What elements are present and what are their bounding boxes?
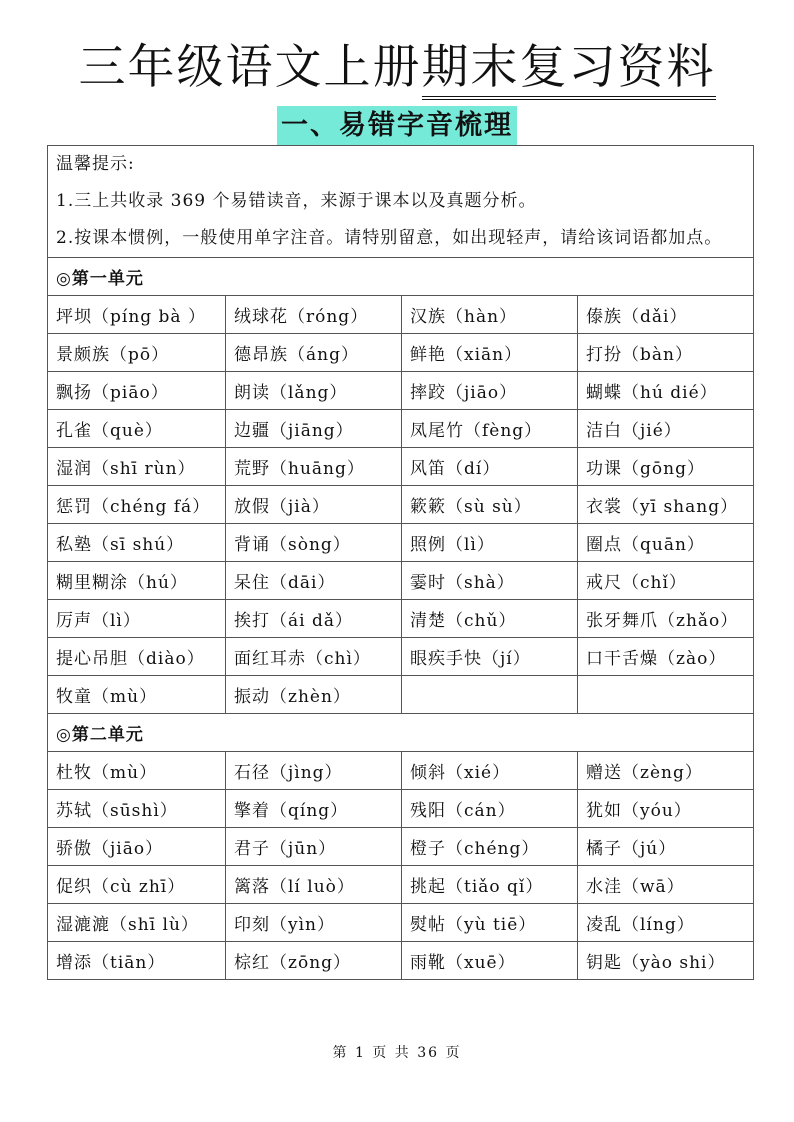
word-cell: 提心吊胆（diào） bbox=[48, 638, 226, 676]
table-row bbox=[48, 638, 754, 676]
document-title bbox=[0, 40, 794, 100]
word-cell: 残阳（cán） bbox=[402, 790, 578, 828]
tips-cell bbox=[48, 146, 754, 258]
word-cell: 棕红（zōng） bbox=[226, 942, 402, 980]
title-plain: 三年级语文上册 bbox=[78, 40, 422, 95]
word-cell: 汉族（hàn） bbox=[402, 296, 578, 334]
tips-line-1: 1.三上共收录 369 个易错读音，来源于课本以及真题分析。 bbox=[56, 191, 537, 211]
section-title: 一、易错字音梳理 bbox=[277, 106, 517, 146]
tips-row bbox=[48, 146, 754, 258]
word-cell: 衣裳（yī shang） bbox=[578, 486, 754, 524]
word-cell: 私塾（sī shú） bbox=[48, 524, 226, 562]
word-cell: 篱落（lí luò） bbox=[226, 866, 402, 904]
table-row bbox=[48, 600, 754, 638]
table-row bbox=[48, 410, 754, 448]
word-cell: 挨打（ái dǎ） bbox=[226, 600, 402, 638]
word-cell: 霎时（shà） bbox=[402, 562, 578, 600]
word-cell: 骄傲（jiāo） bbox=[48, 828, 226, 866]
word-cell: 君子（jūn） bbox=[226, 828, 402, 866]
word-cell: 鲜艳（xiān） bbox=[402, 334, 578, 372]
table-row bbox=[48, 752, 754, 790]
word-cell: 牧童（mù） bbox=[48, 676, 226, 714]
word-cell: 熨帖（yù tiē） bbox=[402, 904, 578, 942]
word-cell: 德昂族（áng） bbox=[226, 334, 402, 372]
word-cell: 圈点（quān） bbox=[578, 524, 754, 562]
table-row bbox=[48, 676, 754, 714]
title-underlined: 期末复习资料 bbox=[422, 42, 716, 100]
word-cell: 傣族（dǎi） bbox=[578, 296, 754, 334]
word-cell: 照例（lì） bbox=[402, 524, 578, 562]
word-cell: 张牙舞爪（zhǎo） bbox=[578, 600, 754, 638]
word-cell: 雨靴（xuē） bbox=[402, 942, 578, 980]
word-cell: 糊里糊涂（hú） bbox=[48, 562, 226, 600]
word-cell: 坪坝（píng bà ） bbox=[48, 296, 226, 334]
word-cell: 印刻（yìn） bbox=[226, 904, 402, 942]
word-cell: 惩罚（chéng fá） bbox=[48, 486, 226, 524]
word-cell: 眼疾手快（jí） bbox=[402, 638, 578, 676]
word-cell: 口干舌燥（zào） bbox=[578, 638, 754, 676]
table-row bbox=[48, 790, 754, 828]
word-cell: 橘子（jú） bbox=[578, 828, 754, 866]
word-cell: 功课（gōng） bbox=[578, 448, 754, 486]
word-cell: 朗读（lǎng） bbox=[226, 372, 402, 410]
unit-header-row bbox=[48, 714, 754, 752]
page-footer: 第 1 页 共 36 页 bbox=[332, 1045, 462, 1061]
table-row bbox=[48, 486, 754, 524]
word-cell bbox=[578, 676, 754, 714]
word-cell: 洁白（jié） bbox=[578, 410, 754, 448]
word-cell: 摔跤（jiāo） bbox=[402, 372, 578, 410]
word-cell: 橙子（chéng） bbox=[402, 828, 578, 866]
word-cell: 边疆（jiāng） bbox=[226, 410, 402, 448]
word-cell: 挑起（tiǎo qǐ） bbox=[402, 866, 578, 904]
unit-header-row bbox=[48, 258, 754, 296]
table-row bbox=[48, 334, 754, 372]
word-cell: 钥匙（yào shi） bbox=[578, 942, 754, 980]
word-cell: 石径（jìng） bbox=[226, 752, 402, 790]
word-cell: 戒尺（chǐ） bbox=[578, 562, 754, 600]
word-cell: 背诵（sòng） bbox=[226, 524, 402, 562]
table-row bbox=[48, 448, 754, 486]
word-cell: 凌乱（líng） bbox=[578, 904, 754, 942]
word-cell: 凤尾竹（fèng） bbox=[402, 410, 578, 448]
word-cell: 水洼（wā） bbox=[578, 866, 754, 904]
word-cell: 景颇族（pō） bbox=[48, 334, 226, 372]
table-row bbox=[48, 296, 754, 334]
word-cell: 杜牧（mù） bbox=[48, 752, 226, 790]
pinyin-table bbox=[47, 145, 754, 980]
word-cell: 打扮（bàn） bbox=[578, 334, 754, 372]
table-row bbox=[48, 904, 754, 942]
table-row bbox=[48, 828, 754, 866]
word-cell bbox=[402, 676, 578, 714]
table-row bbox=[48, 372, 754, 410]
word-cell: 增添（tiān） bbox=[48, 942, 226, 980]
word-cell: 湿润（shī rùn） bbox=[48, 448, 226, 486]
word-cell: 促织（cù zhī） bbox=[48, 866, 226, 904]
table-row bbox=[48, 562, 754, 600]
word-cell: 厉声（lì） bbox=[48, 600, 226, 638]
word-cell: 蝴蝶（hú dié） bbox=[578, 372, 754, 410]
tips-line-2: 2.按课本惯例，一般使用单字注音。请特别留意，如出现轻声，请给该词语都加点。 bbox=[56, 228, 723, 248]
word-cell: 湿漉漉（shī lù） bbox=[48, 904, 226, 942]
word-cell: 面红耳赤（chì） bbox=[226, 638, 402, 676]
unit-title: ◎第一单元 bbox=[48, 258, 754, 296]
table-row bbox=[48, 866, 754, 904]
word-cell: 荒野（huāng） bbox=[226, 448, 402, 486]
table-row bbox=[48, 942, 754, 980]
word-cell: 簌簌（sù sù） bbox=[402, 486, 578, 524]
word-cell: 犹如（yóu） bbox=[578, 790, 754, 828]
section-header bbox=[0, 106, 794, 146]
word-cell: 倾斜（xié） bbox=[402, 752, 578, 790]
word-cell: 风笛（dí） bbox=[402, 448, 578, 486]
unit-title: ◎第二单元 bbox=[48, 714, 754, 752]
word-cell: 放假（jià） bbox=[226, 486, 402, 524]
word-cell: 清楚（chǔ） bbox=[402, 600, 578, 638]
word-cell: 呆住（dāi） bbox=[226, 562, 402, 600]
word-cell: 苏轼（sūshì） bbox=[48, 790, 226, 828]
table-row bbox=[48, 524, 754, 562]
word-cell: 绒球花（róng） bbox=[226, 296, 402, 334]
word-cell: 振动（zhèn） bbox=[226, 676, 402, 714]
word-cell: 孔雀（què） bbox=[48, 410, 226, 448]
word-cell: 擎着（qíng） bbox=[226, 790, 402, 828]
word-cell: 赠送（zèng） bbox=[578, 752, 754, 790]
tips-heading: 温馨提示: bbox=[56, 154, 135, 174]
word-cell: 飘扬（piāo） bbox=[48, 372, 226, 410]
